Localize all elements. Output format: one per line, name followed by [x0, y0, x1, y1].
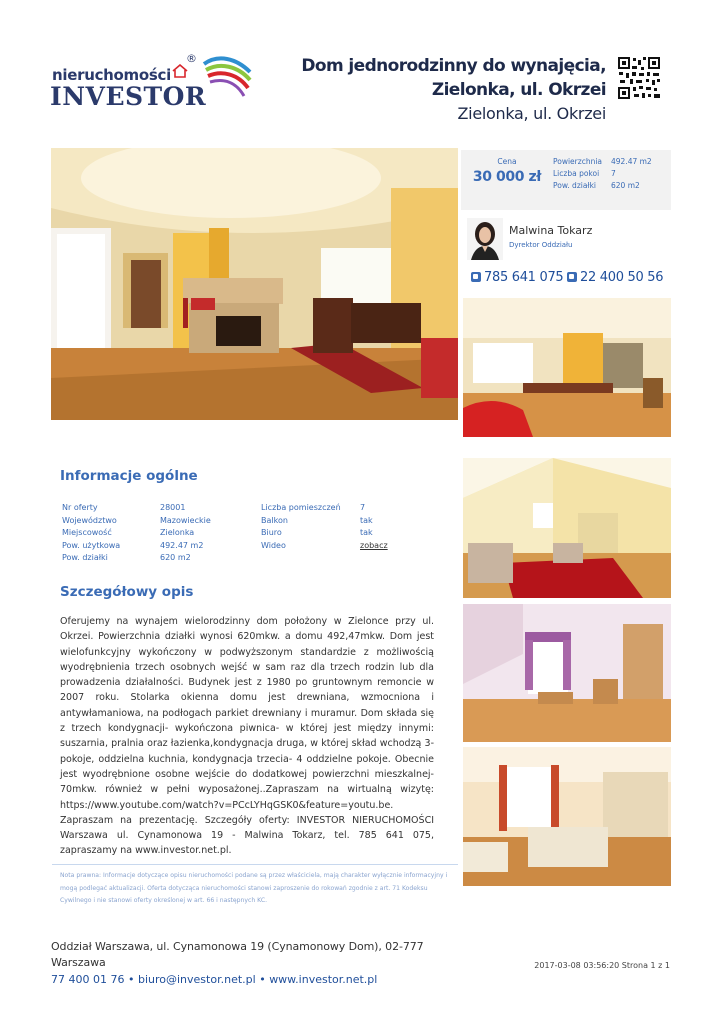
general-info-heading: Informacje ogólne — [60, 468, 198, 484]
footer-contact — [51, 973, 377, 986]
info-value: Mazowieckie — [160, 515, 211, 525]
bedroom-2-image — [463, 747, 671, 886]
logo-text-big: INVESTOR — [50, 82, 207, 111]
agent-name: Malwina Tokarz — [509, 224, 593, 237]
separator: • — [259, 973, 266, 986]
logo-swoosh-icon — [200, 52, 255, 102]
phone-icon — [567, 272, 577, 282]
info-value: 28001 — [160, 503, 186, 512]
agent-phone-mobile[interactable] — [471, 270, 563, 285]
info-value: Zielonka — [160, 528, 195, 537]
info-value: 620 m2 — [160, 553, 191, 562]
company-logo — [50, 52, 255, 112]
info-row — [60, 503, 420, 515]
agent-phone-office[interactable] — [567, 270, 663, 285]
qr-code-icon — [617, 56, 661, 100]
legal-note: Nota prawna: Informacje dotyczące opisu nieruchomości podane są przez właściciela, mają charakter wyłącznie informacyjny i mogą podlegać aktualizacji. Oferta dotycząca nieruchomości stanowi zaproszenie do rokowań zgodnie z art. 71 Kodeksu Cywilnego i nie stanowi oferty określonej w art. 66 i następnych KC. — [60, 872, 448, 904]
agent-portrait — [467, 218, 503, 260]
info-label: Pow. działki — [62, 553, 108, 562]
main-photo-living-room[interactable] — [51, 148, 458, 420]
stat-label: Powierzchnia — [553, 157, 603, 166]
info-label: Miejscowość — [62, 528, 112, 537]
gallery-photo-1[interactable] — [463, 298, 671, 437]
phone-number: 22 400 50 56 — [580, 270, 664, 285]
gallery-photo-2[interactable] — [463, 458, 671, 598]
agent-avatar — [467, 218, 503, 260]
video-link[interactable]: zobacz — [360, 540, 388, 550]
footer-address: Oddział Warszawa, ul. Cynamonowa 19 (Cynamonowy Dom), 02-777 Warszawa — [51, 940, 424, 969]
footer-phone-link[interactable]: 77 400 01 76 — [51, 973, 125, 986]
info-row — [60, 516, 420, 528]
divider — [52, 864, 458, 865]
house-icon — [171, 64, 189, 78]
logo-text-small: nieruchomości — [52, 66, 171, 84]
info-value: 7 — [360, 503, 366, 512]
stat-label: Pow. działki — [553, 181, 596, 190]
gallery-photo-4[interactable] — [463, 747, 671, 886]
info-label: Balkon — [261, 515, 288, 525]
info-label: Pow. użytkowa — [62, 540, 121, 550]
description-text: Oferujemy na wynajem wielorodzinny dom położony w Zielonce przy ul. Okrzei. Powierzchnia działki wynosi 620mkw. a domu 492,47mkw. Dom jest wielofunkcyjny wykończony w podwyższonym standardzie z możliwością wyodrębnienia trzech osobnych wejść w sam raz dla trzech rodzin lub dla prowadzenia działalności. Budynek jest z 1980 po gruntownym remoncie w 2007 roku. Stolarka okienna domu jest drewniana, wzmocniona i antywłamaniowa, na podłogach parkiet drewniany i muramur. Dom składa się z trzech kondygnacji- wykończona piwnica- w której jest między innymi: suszarnia, pralnia oraz łazienka,kondygnacja druga, w której skład wchodzą 3-pokoje, oddzielna kuchnia, kondygnacja trzecia- 4 oddzielne pokoje. Obecnie jest wyodrębnione osobne wejście do dodatkowej powierzchni mieszkalnej-70mkw. również w pełni wyposażonej..Zapraszam na wirtualną wizytę: https://www.youtube.com/watch?v=PCcLYHqGSK0&feature=youtu.be. Zapraszam na prezentację. Szczegóły oferty: INVESTOR NIERUCHOMOŚCI Warszawa ul. Cynamonowa 19 - Malwina Tokarz, tel. 785 641 075, zapraszamy na www.investor.net.pl. — [60, 616, 434, 857]
bedroom-image — [463, 604, 671, 742]
info-row — [60, 553, 420, 565]
info-label: Biuro — [261, 528, 282, 537]
agent-role: Dyrektor Oddziału — [509, 241, 573, 249]
listing-location: Zielonka, ul. Okrzei — [457, 104, 606, 123]
info-label: Województwo — [62, 515, 117, 525]
phone-icon — [471, 272, 481, 282]
stat-value: 620 m2 — [611, 181, 640, 190]
phone-number: 785 641 075 — [484, 270, 564, 285]
info-row — [60, 528, 420, 540]
living-room-image — [51, 148, 458, 420]
price-summary-box — [461, 150, 671, 210]
footer-website-link[interactable]: www.investor.net.pl — [269, 973, 378, 986]
info-label: Liczba pomieszczeń — [261, 503, 341, 512]
info-value: tak — [360, 528, 373, 537]
living-room-2-image — [463, 298, 671, 437]
generated-timestamp: 2017-03-08 03:56:20 Strona 1 z 1 — [534, 961, 670, 970]
info-row — [60, 541, 420, 553]
price-value: 30 000 zł — [472, 169, 542, 185]
description-heading: Szczegółowy opis — [60, 584, 194, 600]
gallery-photo-3[interactable] — [463, 604, 671, 742]
registered-mark: ® — [186, 52, 197, 65]
listing-title: Dom jednorodzinny do wynajęcia, Zielonka, ul. Okrzei — [301, 56, 606, 100]
footer-email-link[interactable]: biuro@investor.net.pl — [137, 973, 256, 986]
info-label: Nr oferty — [62, 503, 98, 512]
stat-value: 7 — [611, 169, 616, 178]
info-value: 492.47 m2 — [160, 540, 204, 550]
stat-value: 492.47 m2 — [611, 157, 652, 166]
stat-label: Liczba pokoi — [553, 169, 600, 178]
price-label: Cena — [497, 157, 517, 166]
separator: • — [127, 973, 135, 986]
attic-room-image — [463, 458, 671, 598]
info-value: tak — [360, 515, 373, 525]
info-label: Wideo — [261, 540, 286, 550]
